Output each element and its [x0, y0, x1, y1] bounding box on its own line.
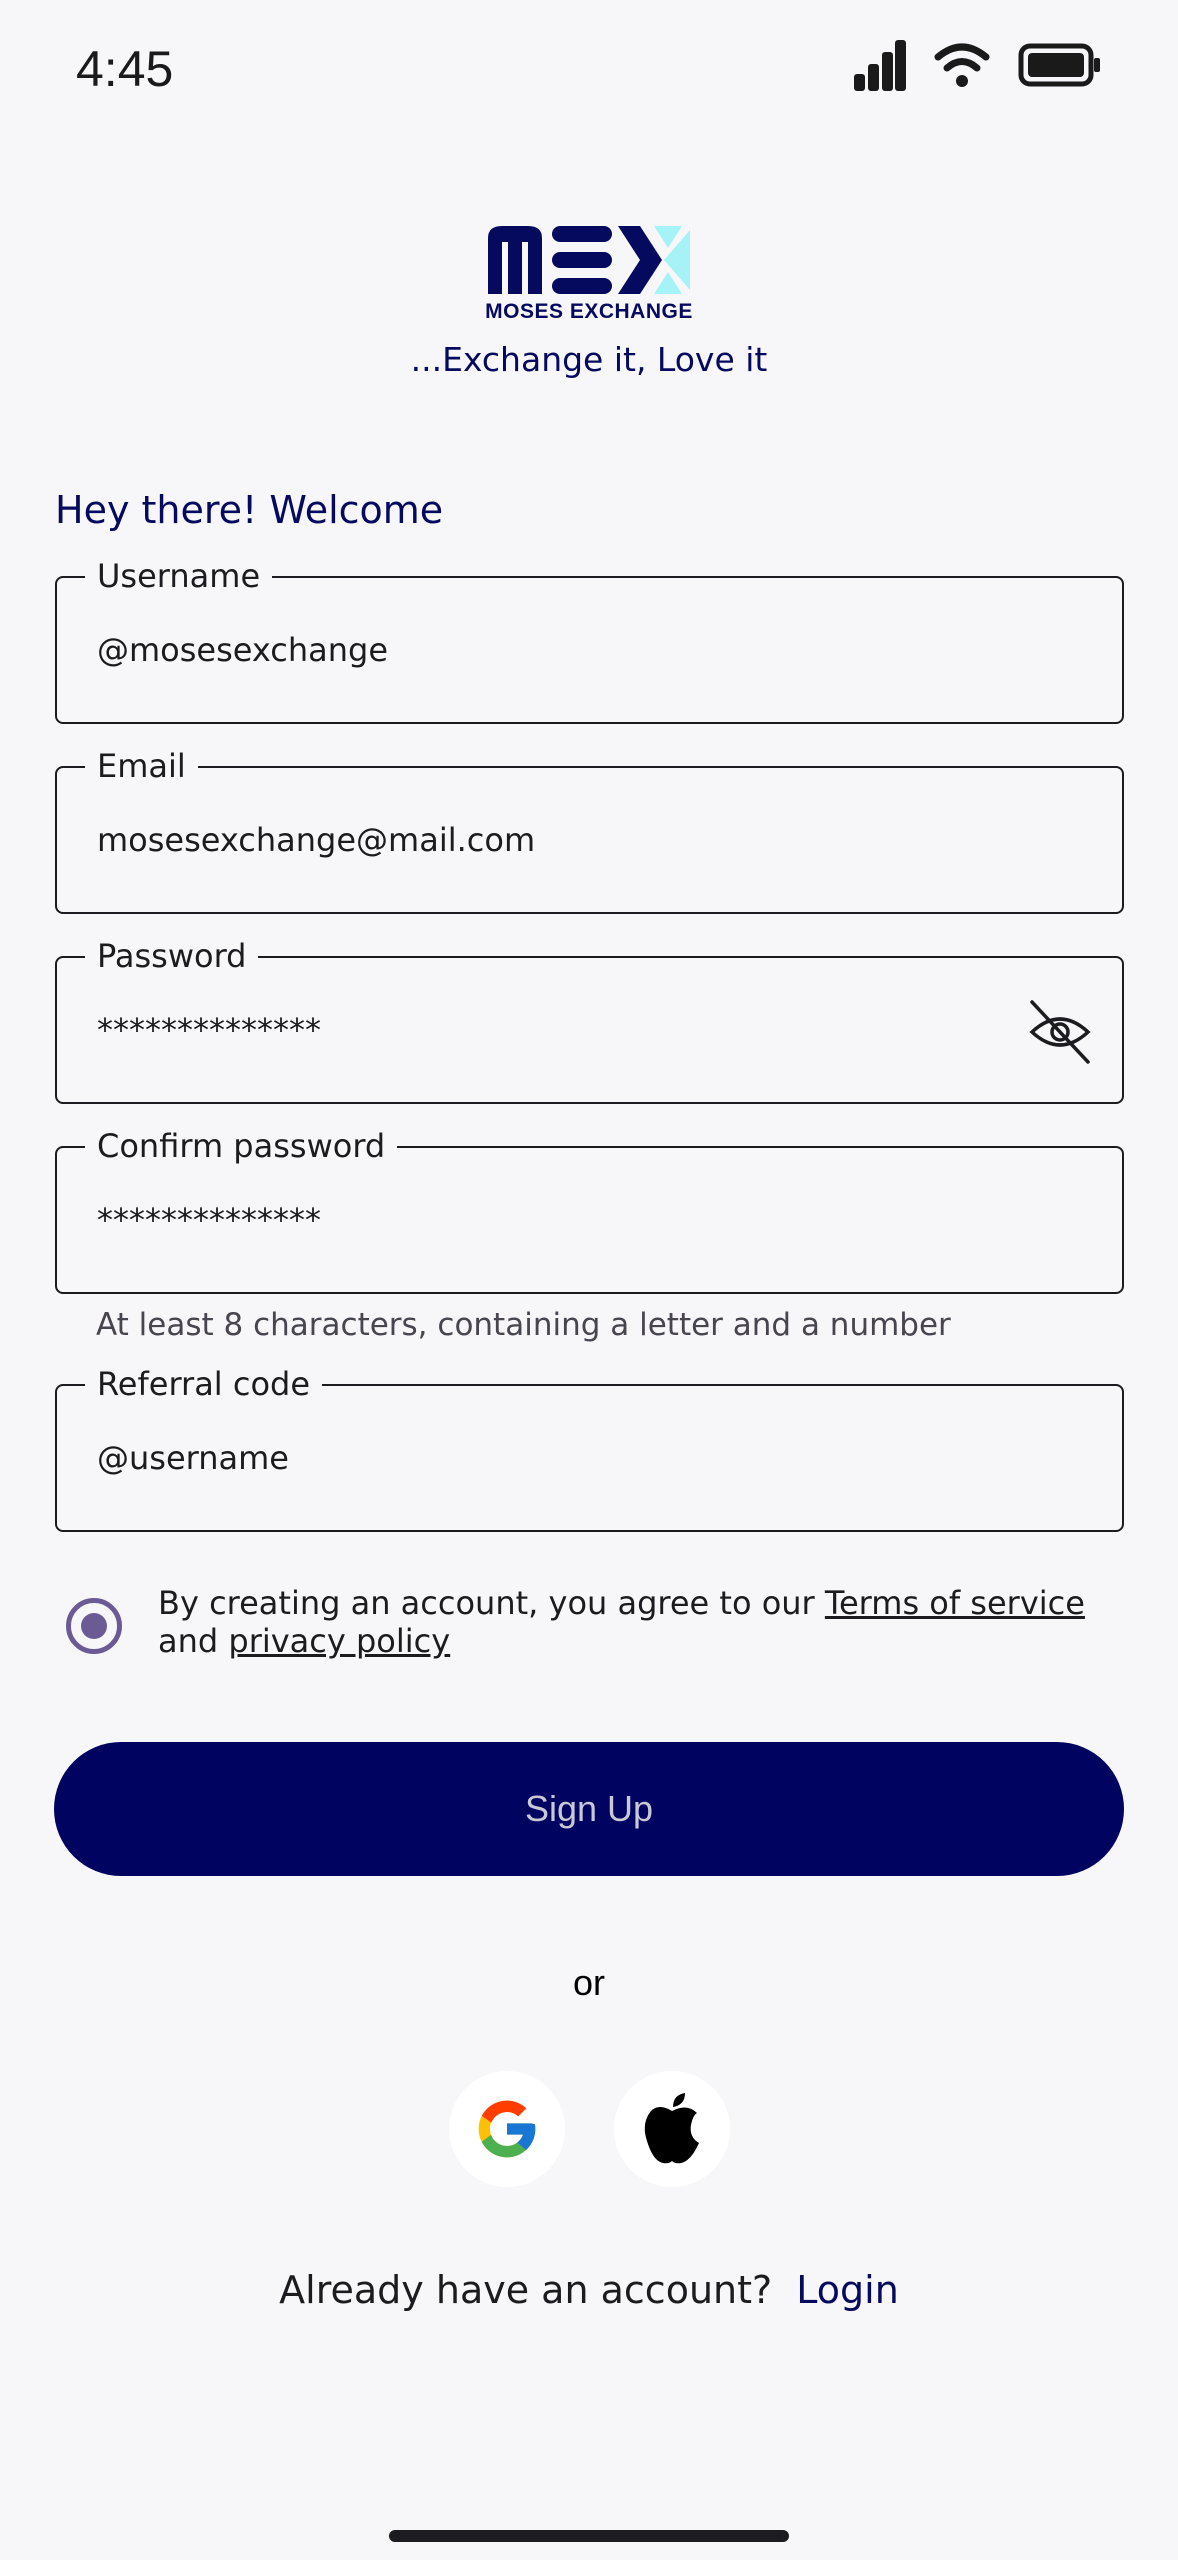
welcome-heading: Hey there! Welcome — [55, 488, 444, 532]
login-link[interactable]: Login — [796, 2268, 899, 2312]
login-row — [0, 2268, 1178, 2312]
brand-logo — [0, 222, 1178, 324]
terms-link[interactable]: Terms of service — [824, 1584, 1085, 1622]
confirm-password-input[interactable] — [97, 1148, 997, 1292]
referral-field[interactable] — [55, 1365, 1124, 1532]
google-signin-button[interactable] — [449, 2071, 565, 2187]
password-hint: At least 8 characters, containing a letter and a number — [96, 1307, 951, 1343]
mex-logo-mark — [484, 222, 694, 298]
password-input[interactable] — [97, 958, 997, 1102]
apple-icon — [639, 2091, 705, 2167]
login-prompt: Already have an account? — [279, 2268, 773, 2312]
email-field[interactable] — [55, 747, 1124, 914]
referral-label: Referral code — [85, 1364, 322, 1404]
battery-icon — [1018, 43, 1102, 87]
signal-icon — [852, 38, 906, 92]
logo-subtitle: MOSES EXCHANGE — [485, 300, 693, 323]
home-indicator[interactable] — [389, 2530, 789, 2542]
confirm-password-field[interactable] — [55, 1127, 1124, 1294]
password-field[interactable] — [55, 937, 1124, 1104]
password-label: Password — [85, 936, 258, 976]
apple-signin-button[interactable] — [614, 2071, 730, 2187]
agree-radio[interactable] — [66, 1598, 122, 1654]
google-icon — [473, 2095, 541, 2163]
status-icons — [852, 38, 1102, 92]
agreement-text — [158, 1584, 1118, 1660]
or-divider: or — [572, 1962, 605, 2003]
privacy-link[interactable]: privacy policy — [228, 1622, 451, 1660]
confirm-password-label: Confirm password — [85, 1126, 397, 1166]
referral-input[interactable] — [97, 1386, 997, 1530]
email-input[interactable] — [97, 768, 997, 912]
agreement-prefix: By creating an account, you agree to our — [158, 1584, 815, 1622]
tagline: ...Exchange it, Love it — [410, 340, 768, 379]
status-time: 4:45 — [76, 41, 174, 97]
username-input[interactable] — [97, 578, 997, 722]
signup-button[interactable]: Sign Up — [54, 1742, 1124, 1876]
email-label: Email — [85, 746, 198, 786]
agreement-and: and — [158, 1622, 219, 1660]
wifi-icon — [934, 41, 990, 89]
eye-off-icon[interactable] — [1026, 998, 1094, 1066]
username-field[interactable] — [55, 557, 1124, 724]
username-label: Username — [85, 556, 272, 596]
